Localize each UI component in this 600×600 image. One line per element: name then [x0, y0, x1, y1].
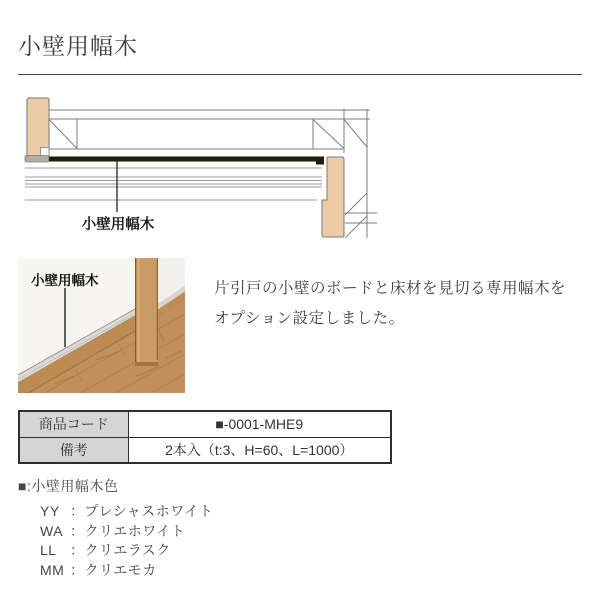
photo-label: 小壁用幅木 [31, 273, 99, 288]
spec-header-product-code: 商品コード [19, 411, 128, 437]
color-legend [18, 476, 213, 580]
legend-colon: ： [70, 522, 85, 539]
stud-foot [25, 156, 49, 163]
legend-colon: ： [70, 561, 85, 578]
description-line-2: オプション設定しました。 [214, 310, 405, 327]
product-photo [18, 258, 185, 393]
legend-name: クリエラスク [84, 542, 171, 558]
legend-code: MM [40, 561, 65, 578]
diagram-label: 小壁用幅木 [81, 217, 155, 233]
door-track-lines [25, 168, 322, 200]
right-post [322, 157, 344, 237]
stud-notch [41, 148, 50, 157]
table-row-product-code [19, 411, 391, 437]
color-legend-items [40, 502, 213, 580]
legend-item-ll [40, 541, 213, 561]
legend-code: LL [40, 542, 57, 558]
legend-item-wa [40, 522, 213, 542]
spec-value-remarks: 2本入（t:3、H=60、L=1000） [128, 437, 391, 463]
title-divider [18, 74, 582, 75]
legend-item-mm [40, 561, 213, 581]
legend-name: クリエモカ [84, 561, 157, 578]
spec-value-product-code: ■-0001-MHE9 [128, 411, 391, 437]
legend-colon: ： [70, 503, 85, 519]
description-text [214, 274, 594, 334]
spec-table [18, 410, 392, 464]
page-title: 小壁用幅木 [18, 33, 138, 59]
section-diagram [20, 90, 380, 240]
door-post [135, 258, 158, 366]
legend-item-yy [40, 502, 213, 522]
legend-name: クリエホワイト [84, 522, 186, 539]
legend-code: WA [40, 522, 64, 539]
table-row-remarks [19, 437, 391, 463]
legend-name: プレシャスホワイト [84, 503, 214, 519]
color-legend-title: ■:小壁用幅木色 [18, 478, 119, 494]
legend-code: YY [40, 503, 60, 519]
legend-colon: ： [70, 542, 85, 558]
spec-header-remarks: 備考 [19, 437, 128, 463]
description-line-1: 片引戸の小壁のボードと床材を見切る専用幅木を [214, 280, 567, 297]
baseboard-bar [49, 157, 324, 165]
